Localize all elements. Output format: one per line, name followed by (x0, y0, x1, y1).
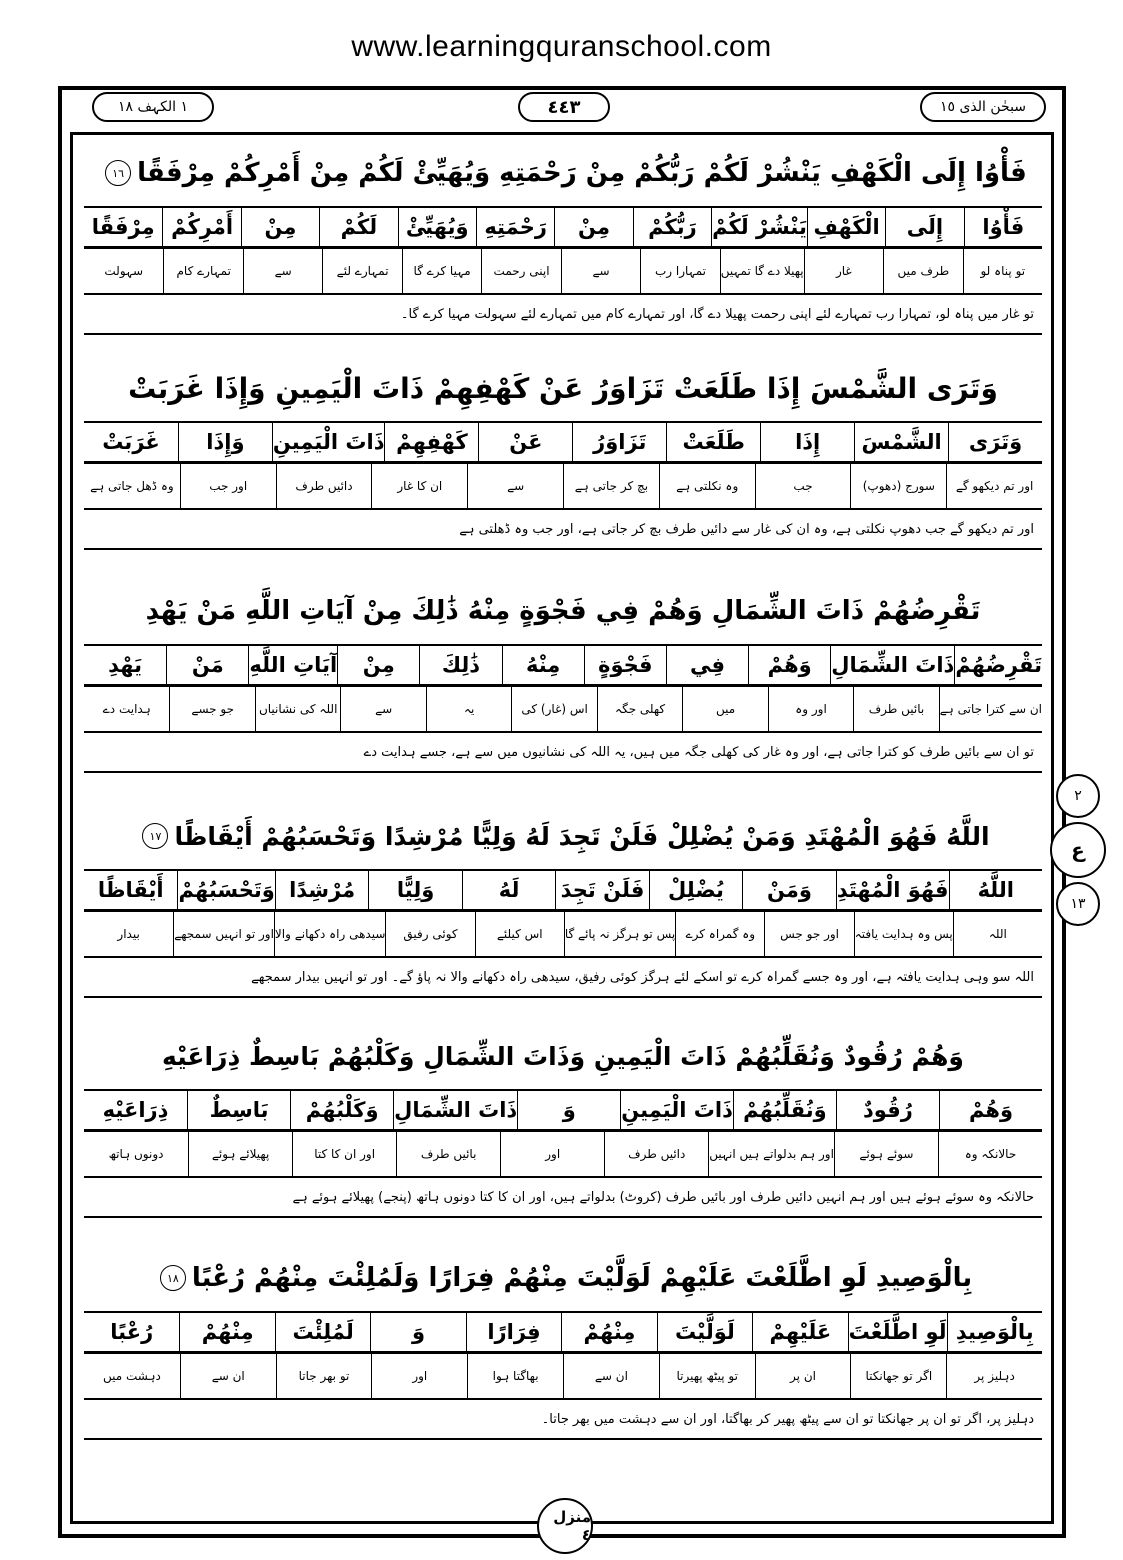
page-number: ٤٤٣ (518, 92, 610, 122)
word-arabic: وَإِذَا (178, 423, 272, 462)
word-arabic: اللَّهُ (949, 871, 1042, 910)
word-arabic: وَ (370, 1313, 465, 1352)
word-arabic: فَلَنْ تَجِدَ (555, 871, 648, 910)
word-arabic: مِنْهُمْ (561, 1313, 656, 1352)
watermark-url: www.learningquranschool.com (351, 30, 772, 63)
word-arabic: عَنْ (478, 423, 572, 462)
word-arabic: لَهُ (462, 871, 555, 910)
ruku-count-badge: ١٣ (1056, 882, 1100, 926)
word-meaning: سے (340, 687, 425, 731)
word-meaning-row (84, 1132, 1042, 1178)
word-arabic: أَمْرِكُمْ (162, 208, 240, 247)
word-arabic-row (84, 646, 1042, 687)
word-meaning: اللہ کی نشانیاں (255, 687, 340, 731)
word-meaning: اور (371, 1354, 467, 1398)
word-arabic: يَهْدِ (84, 646, 166, 685)
word-meaning: دونوں ہاتھ (108, 1147, 164, 1161)
word-meaning: اور تم دیکھو گے (946, 464, 1042, 508)
ayah-text (84, 1023, 1042, 1091)
word-meaning: اور جو جس (764, 912, 853, 956)
ayah-arabic: تَقْرِضُهُمْ ذَاتَ الشِّمَالِ وَهُمْ فِي فَجْوَةٍ مِنْهُ ذَٰلِكَ مِنْ آيَاتِ اللَّهِ مَنْ يَهْدِ (145, 596, 981, 626)
word-meaning: تو پناہ لو (963, 249, 1042, 293)
word-meaning: ان سے کترا جاتی ہے (939, 687, 1042, 731)
word-meaning: اللہ (953, 912, 1042, 956)
word-arabic: لَكُمْ (319, 208, 397, 247)
word-meaning: تو پیٹھ پھیرتا (659, 1354, 755, 1398)
word-arabic: وَكَلْبُهُمْ (290, 1091, 393, 1130)
word-meaning: سے (561, 249, 640, 293)
word-arabic: عَلَيْهِمْ (752, 1313, 847, 1352)
word-meaning: تو بھر جاتا (276, 1354, 372, 1398)
verse-section (84, 355, 1042, 550)
urdu-translation: تو ان سے بائیں طرف کو کترا جاتی ہے، اور وہ غار کی کھلی جگہ میں ہیں، یہ اللہ کی نشانیوں میں سے ہے، جسے ہدایت دے (84, 733, 1042, 773)
word-arabic: ذَاتَ الْيَمِينِ (620, 1091, 733, 1130)
word-arabic: غَرَبَتْ (84, 423, 178, 462)
word-arabic: وَيُهَيِّئْ (398, 208, 476, 247)
word-arabic: كَهْفِهِمْ (384, 423, 478, 462)
word-arabic: فَهُوَ الْمُهْتَدِ (836, 871, 949, 910)
word-meaning: دہشت میں (102, 1369, 161, 1383)
word-meaning: جو جسے (169, 687, 254, 731)
word-arabic: إِذَا (760, 423, 854, 462)
word-arabic: وَهُمْ (748, 646, 830, 685)
ayah-text (84, 1245, 1042, 1313)
word-meaning: سورج (دھوپ) (850, 464, 946, 508)
ayah-number: ١٨ (160, 1265, 186, 1291)
word-meaning: ان کا غار (371, 464, 467, 508)
word-arabic: لَوَلَّيْتَ (657, 1313, 752, 1352)
word-arabic-row (84, 1091, 1042, 1132)
word-meaning: سے (467, 464, 563, 508)
ayah-arabic: اللَّهُ فَهُوَ الْمُهْتَدِ وَمَنْ يُضْلِلْ فَلَنْ تَجِدَ لَهُ وَلِيًّا مُرْشِدًا وَتَحْسَبُهُمْ أَيْقَاظًا (174, 821, 990, 851)
word-meaning: اور وہ (768, 687, 853, 731)
word-arabic: آيَاتِ اللَّهِ (248, 646, 337, 685)
word-meaning: ان سے (180, 1354, 276, 1398)
word-meaning: سیدھی راہ دکھانے والا (274, 912, 386, 956)
word-meaning: اور ان کا کتا (292, 1132, 396, 1176)
word-arabic: تَقْرِضُهُمْ (954, 646, 1042, 685)
word-arabic: وَتَرَى (948, 423, 1042, 462)
word-meaning: غار (804, 249, 883, 293)
word-meaning: جب (755, 464, 851, 508)
word-meaning: وہ ڈھل جاتی ہے (90, 479, 174, 493)
word-arabic: مِنْ (554, 208, 632, 247)
word-arabic: وَلِيًّا (368, 871, 461, 910)
verse-section (84, 140, 1042, 335)
ayah-arabic: وَهُمْ رُقُودٌ وَنُقَلِّبُهُمْ ذَاتَ الْيَمِينِ وَذَاتَ الشِّمَالِ وَكَلْبُهُمْ بَاسِطٌ ذِرَاعَيْهِ (162, 1041, 964, 1071)
word-arabic: رُقُودٌ (836, 1091, 939, 1130)
word-arabic: مِنْهُ (502, 646, 584, 685)
word-arabic: فِي (666, 646, 748, 685)
word-arabic: بِالْوَصِيدِ (947, 1313, 1042, 1352)
urdu-translation: تو غار میں پناہ لو، تمہارا رب تمہارے لئے اپنی رحمت پھیلا دے گا، اور تمہارے کام میں تمہارے لئے سہولت مہیا کرے گا۔ (84, 295, 1042, 335)
word-arabic: بَاسِطٌ (187, 1091, 290, 1130)
ayah-arabic: فَأْوُا إِلَى الْكَهْفِ يَنْشُرْ لَكُمْ رَبُّكُمْ مِنْ رَحْمَتِهِ وَيُهَيِّئْ لَكُمْ مِنْ أَمْرِكُمْ مِرْفَقًا (137, 158, 1027, 188)
word-meaning: اور (500, 1132, 604, 1176)
word-meaning: بھاگتا ہوا (467, 1354, 563, 1398)
word-arabic: لَمُلِئْتَ (275, 1313, 370, 1352)
urdu-translation: اور تم دیکھو گے جب دھوپ نکلتی ہے، وہ ان کی غار سے دائیں طرف بچ کر جاتی ہے، اور جب وہ ڈھلتی ہے (84, 510, 1042, 550)
word-arabic: ذَٰلِكَ (419, 646, 501, 685)
word-meaning: مہیا کرے گا (402, 249, 481, 293)
word-meaning-row (84, 912, 1042, 958)
ayah-text (84, 803, 1042, 871)
word-meaning-row (84, 687, 1042, 733)
word-arabic: مِرْفَقًا (84, 208, 162, 247)
word-meaning: طرف میں (883, 249, 962, 293)
word-arabic: ذَاتَ الشِّمَالِ (393, 1091, 517, 1130)
ayah-number: ١٧ (142, 823, 168, 849)
word-arabic: رُعْبًا (84, 1313, 179, 1352)
word-meaning: اور ہم بدلواتے ہیں انہیں (708, 1132, 834, 1176)
word-meaning: اپنی رحمت (481, 249, 560, 293)
word-arabic: مِنْهُمْ (179, 1313, 274, 1352)
word-arabic: ذَاتَ الشِّمَالِ (830, 646, 954, 685)
word-arabic: وَ (517, 1091, 620, 1130)
word-arabic: وَمَنْ (742, 871, 835, 910)
word-arabic: لَوِ اطَّلَعْتَ (848, 1313, 947, 1352)
word-arabic: فَأْوُا (964, 208, 1042, 247)
word-meaning: پس تو ہرگز نہ پائے گا (564, 912, 675, 956)
word-meaning-row (84, 1354, 1042, 1400)
verse-section (84, 1023, 1042, 1218)
ayah-arabic: وَتَرَى الشَّمْسَ إِذَا طَلَعَتْ تَزَاوَرُ عَنْ كَهْفِهِمْ ذَاتَ الْيَمِينِ وَإِذَا غَرَبَتْ (128, 371, 998, 405)
ayah-arabic: بِالْوَصِيدِ لَوِ اطَّلَعْتَ عَلَيْهِمْ لَوَلَّيْتَ مِنْهُمْ فِرَارًا وَلَمُلِئْتَ مِنْهُمْ رُعْبًا (191, 1263, 973, 1293)
word-meaning: سے (243, 249, 322, 293)
ruku-ain-badge: ع (1050, 822, 1106, 878)
word-arabic: ذِرَاعَيْهِ (84, 1091, 187, 1130)
ayah-text (84, 578, 1042, 646)
manzil-badge: منزل ٤ (537, 1498, 593, 1554)
urdu-translation: دہلیز پر، اگر تو ان پر جھانکتا تو ان سے پیٹھ پھیر کر بھاگتا، اور ان سے دہشت میں بھر جاتا۔ (84, 1400, 1042, 1440)
word-meaning: وہ گمراہ کرے (675, 912, 764, 956)
word-arabic-row (84, 208, 1042, 249)
word-arabic: ذَاتَ الْيَمِينِ (272, 423, 385, 462)
word-meaning: تمہارے لئے (322, 249, 401, 293)
word-arabic: طَلَعَتْ (666, 423, 760, 462)
word-arabic: فِرَارًا (466, 1313, 561, 1352)
word-arabic: فَجْوَةٍ (584, 646, 666, 685)
word-arabic: مُرْشِدًا (275, 871, 368, 910)
word-arabic: مِنْ (241, 208, 319, 247)
word-meaning: تمہارا رب (640, 249, 719, 293)
word-meaning: دائیں طرف (604, 1132, 708, 1176)
word-arabic: يُضْلِلْ (649, 871, 742, 910)
word-meaning: ان سے (563, 1354, 659, 1398)
word-arabic: رَبُّكُمْ (633, 208, 711, 247)
word-meaning: پھیلا دے گا تمہیں (720, 249, 804, 293)
word-arabic: وَتَحْسَبُهُمْ (177, 871, 274, 910)
word-arabic: تَزَاوَرُ (572, 423, 666, 462)
verse-section (84, 578, 1042, 773)
word-meaning: کوئی رفیق (385, 912, 474, 956)
word-meaning: بچ کر جاتی ہے (563, 464, 659, 508)
urdu-translation: حالانکہ وہ سوئے ہوئے ہیں اور ہم انہیں دائیں طرف اور بائیں طرف (کروٹ) بدلواتے ہیں، اور ان کا کتا دونوں ہاتھ (پنجے) پھیلائے ہوئے ہے (84, 1178, 1042, 1218)
word-arabic: وَهُمْ (939, 1091, 1042, 1130)
word-arabic-row (84, 871, 1042, 912)
ayah-text (84, 355, 1042, 423)
surah-label: ١ الکہف ١٨ (92, 92, 214, 122)
word-meaning: بائیں طرف (396, 1132, 500, 1176)
word-arabic-row (84, 1313, 1042, 1354)
word-arabic: إِلَى (885, 208, 963, 247)
word-arabic: مِنْ (337, 646, 419, 685)
word-meaning: میں (682, 687, 767, 731)
word-meaning: دہلیز پر (946, 1354, 1042, 1398)
word-meaning: اور تو انہیں سمجھے (173, 912, 274, 956)
word-meaning: تمہارے کام (163, 249, 242, 293)
word-arabic: الشَّمْسَ (854, 423, 948, 462)
word-meaning: اگر تو جھانکتا (850, 1354, 946, 1398)
word-arabic: يَنْشُرْ لَكُمْ (711, 208, 807, 247)
ruku-number-badge: ٢ (1056, 774, 1100, 818)
word-meaning: وہ نکلتی ہے (659, 464, 755, 508)
word-meaning: اور جب (180, 464, 276, 508)
word-meaning: پس وہ ہدایت یافتہ (854, 912, 953, 956)
word-arabic-row (84, 423, 1042, 464)
word-meaning: ہدایت دے (102, 702, 151, 716)
word-meaning-row (84, 464, 1042, 510)
verse-section (84, 803, 1042, 998)
word-meaning: یہ (426, 687, 511, 731)
word-meaning-row (84, 249, 1042, 295)
word-meaning: پھیلائے ہوئے (188, 1132, 292, 1176)
word-arabic: أَيْقَاظًا (84, 871, 177, 910)
word-meaning: بیدار (117, 927, 140, 941)
verse-section (84, 1245, 1042, 1440)
word-arabic: الْكَهْفِ (807, 208, 885, 247)
word-arabic: مَنْ (166, 646, 248, 685)
word-meaning: ان پر (755, 1354, 851, 1398)
urdu-translation: اللہ سو وہی ہدایت یافتہ ہے، اور وہ جسے گمراہ کرے تو اسکے لئے ہرگز کوئی رفیق، سیدھی راہ دکھانے والا نہ پاؤ گے۔ اور تو انہیں بیدار سمجھے (84, 958, 1042, 998)
ayah-text (84, 140, 1042, 208)
word-meaning: دائیں طرف (276, 464, 372, 508)
word-meaning: اس کیلئے (475, 912, 564, 956)
word-meaning: اس (غار) کی (511, 687, 596, 731)
side-markers (1050, 770, 1106, 930)
word-meaning: سوئے ہوئے (834, 1132, 938, 1176)
word-arabic: وَنُقَلِّبُهُمْ (733, 1091, 836, 1130)
ayah-number: ١٦ (105, 160, 131, 186)
word-arabic: رَحْمَتِهِ (476, 208, 554, 247)
word-meaning: حالانکہ وہ (938, 1132, 1042, 1176)
word-meaning: سہولت (104, 264, 144, 278)
juz-label: سبحٰن الذی ١٥ (920, 92, 1046, 122)
word-meaning: کھلی جگہ (597, 687, 682, 731)
word-meaning: بائیں طرف (853, 687, 938, 731)
